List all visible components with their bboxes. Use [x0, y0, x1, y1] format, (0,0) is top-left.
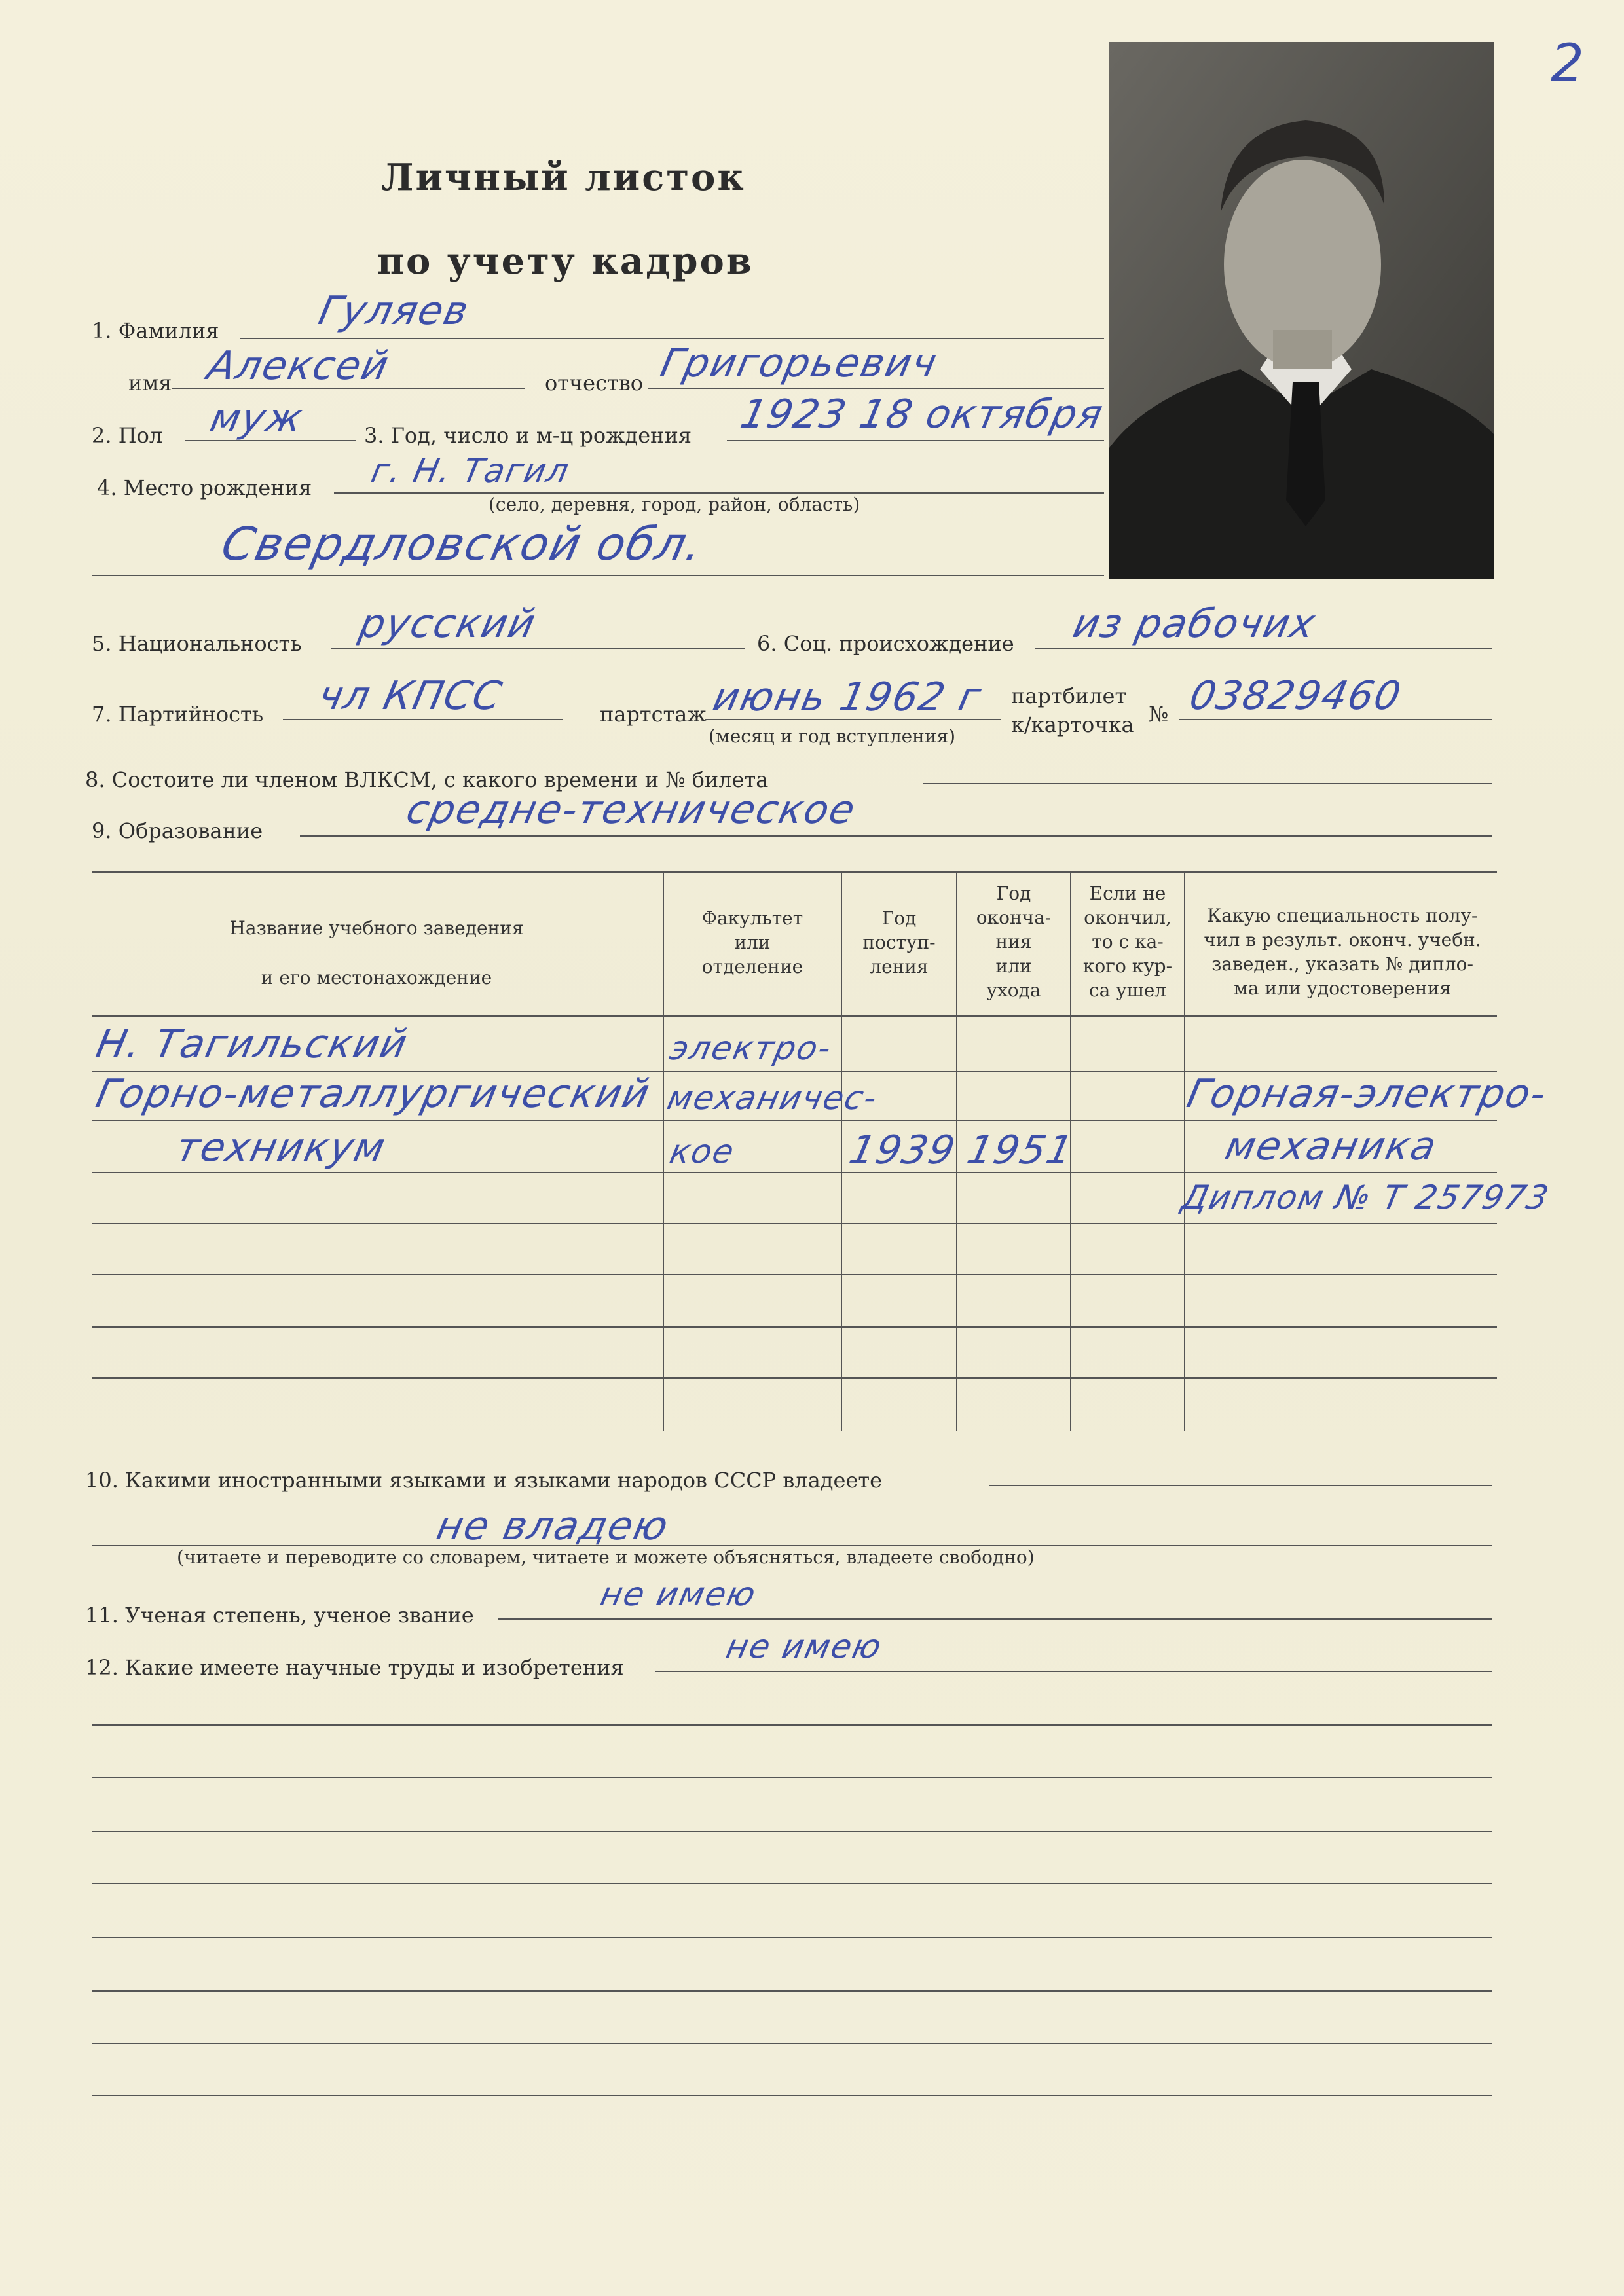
blank-line	[92, 2043, 1492, 2044]
works-value: не имею	[722, 1628, 886, 1666]
name-value: Алексей	[203, 343, 394, 389]
title-line1: Личный листок	[381, 156, 746, 199]
education-label: 9. Образование	[92, 818, 263, 843]
degree-label: 11. Ученая степень, ученое звание	[85, 1603, 474, 1628]
education-line	[300, 835, 1492, 837]
social-origin-line	[1035, 648, 1492, 649]
languages-hint: (читаете и переводите со словарем, читаете и можете объясняться, владеете свободно)	[177, 1546, 1035, 1568]
sex-line	[185, 440, 356, 441]
table-cell-year-start: 1939	[845, 1127, 961, 1173]
partbilet-no: №	[1149, 702, 1169, 727]
degree-line	[498, 1618, 1492, 1620]
table-cell-year-end: 1951	[963, 1127, 1079, 1173]
table-cell-specialty-2: механика	[1221, 1123, 1442, 1169]
patronymic-line	[648, 388, 1104, 389]
degree-value: не имею	[597, 1575, 760, 1613]
portrait-icon	[1109, 42, 1494, 579]
table-cell-institution-1: Н. Тагильский	[92, 1021, 413, 1067]
table-header-year-start: Год поступ- ления	[862, 907, 936, 977]
table-header-institution: Название учебного заведения и его местонахождение	[229, 917, 524, 989]
party-label: 7. Партийность	[92, 702, 264, 727]
patronymic-label: отчество	[545, 371, 643, 395]
birthplace-value-2: Свердловской обл.	[217, 517, 709, 571]
nationality-line	[331, 648, 745, 649]
surname-label: 1. Фамилия	[92, 318, 219, 343]
table-top-border	[92, 871, 1497, 873]
table-row-line	[92, 1274, 1497, 1275]
name-label: имя	[128, 371, 172, 395]
table-row-line	[92, 1326, 1497, 1328]
works-line	[655, 1671, 1492, 1672]
birthdate-label: 3. Год, число и м-ц рождения	[364, 423, 692, 448]
surname-line	[240, 338, 1104, 339]
partstazh-hint: (месяц и год вступления)	[709, 725, 956, 747]
nationality-value: русский	[355, 601, 541, 647]
social-origin-value: из рабочих	[1069, 601, 1320, 647]
title-line2: по учету кадров	[377, 240, 754, 283]
komsomol-label: 8. Состоите ли членом ВЛКСМ, с какого времени и № билета	[85, 767, 769, 792]
birthplace-label: 4. Место рождения	[97, 475, 312, 500]
blank-line	[92, 2095, 1492, 2096]
social-origin-label: 6. Соц. происхождение	[757, 631, 1014, 656]
table-row-line	[92, 1223, 1497, 1224]
languages-label: 10. Какими иностранными языками и языками народов СССР владеете	[85, 1468, 883, 1493]
portrait-photo	[1109, 42, 1494, 579]
birthplace-hint: (село, деревня, город, район, область)	[489, 494, 860, 515]
patronymic-value: Григорьевич	[656, 340, 942, 386]
partbilet-label-top: партбилет	[1011, 683, 1127, 708]
table-cell-specialty-1: Горная-электро-	[1183, 1071, 1552, 1117]
sex-label: 2. Пол	[92, 423, 163, 448]
table-header-faculty: Факультет или отделение	[701, 907, 803, 977]
page-number: 2	[1551, 33, 1584, 94]
partstazh-label: партстаж	[600, 702, 707, 727]
table-header-left-course: Если не окончил, то с ка- кого кур- са ушел	[1082, 883, 1173, 1001]
table-cell-specialty-3: Диплом № Т 257973	[1178, 1178, 1553, 1216]
partstazh-line	[705, 719, 1001, 720]
table-header-border	[92, 1015, 1497, 1017]
party-line	[283, 719, 563, 720]
blank-line	[92, 1724, 1492, 1726]
table-header-year-end: Год оконча- ния или ухода	[976, 883, 1052, 1001]
languages-line	[989, 1485, 1492, 1486]
partbilet-value: 03829460	[1185, 673, 1406, 719]
blank-line	[92, 1990, 1492, 1992]
table-cell-faculty-1: электро-	[666, 1029, 836, 1067]
birthplace-line-2	[92, 575, 1104, 576]
blank-line	[92, 1937, 1492, 1938]
birthplace-value: г. Н. Тагил	[367, 452, 574, 490]
blank-line	[92, 1883, 1492, 1884]
komsomol-line	[923, 783, 1492, 784]
party-value: чл КПСС	[314, 673, 507, 719]
partbilet-line	[1179, 719, 1492, 720]
works-label: 12. Какие имеете научные труды и изобретения	[85, 1655, 624, 1680]
sex-value: муж	[206, 395, 308, 441]
table-row-line	[92, 1120, 1497, 1121]
table-row-line	[92, 1377, 1497, 1379]
nationality-label: 5. Национальность	[92, 631, 302, 656]
surname-value: Гуляев	[314, 288, 474, 334]
birthdate-line	[727, 440, 1104, 441]
table-row-line	[92, 1172, 1497, 1173]
name-line	[172, 388, 525, 389]
blank-line	[92, 1777, 1492, 1778]
table-header-specialty: Какую специальность полу- чил в результ. оконч. учебн. заведен., указать № дипло- ма или удостоверения	[1204, 905, 1481, 999]
partbilet-label-bottom: к/карточка	[1011, 712, 1134, 737]
languages-value: не владею	[432, 1503, 674, 1549]
table-cell-faculty-2: механичес-	[663, 1079, 881, 1117]
partstazh-value: июнь 1962 г	[709, 674, 986, 720]
blank-line	[92, 1831, 1492, 1832]
education-value: средне-техническое	[402, 787, 860, 833]
table-cell-institution-2: Горно-металлургический	[92, 1071, 655, 1117]
birthdate-value: 1923 18 октября	[736, 392, 1108, 437]
table-cell-faculty-3: кое	[666, 1133, 739, 1171]
table-cell-institution-3: техникум	[172, 1125, 391, 1171]
